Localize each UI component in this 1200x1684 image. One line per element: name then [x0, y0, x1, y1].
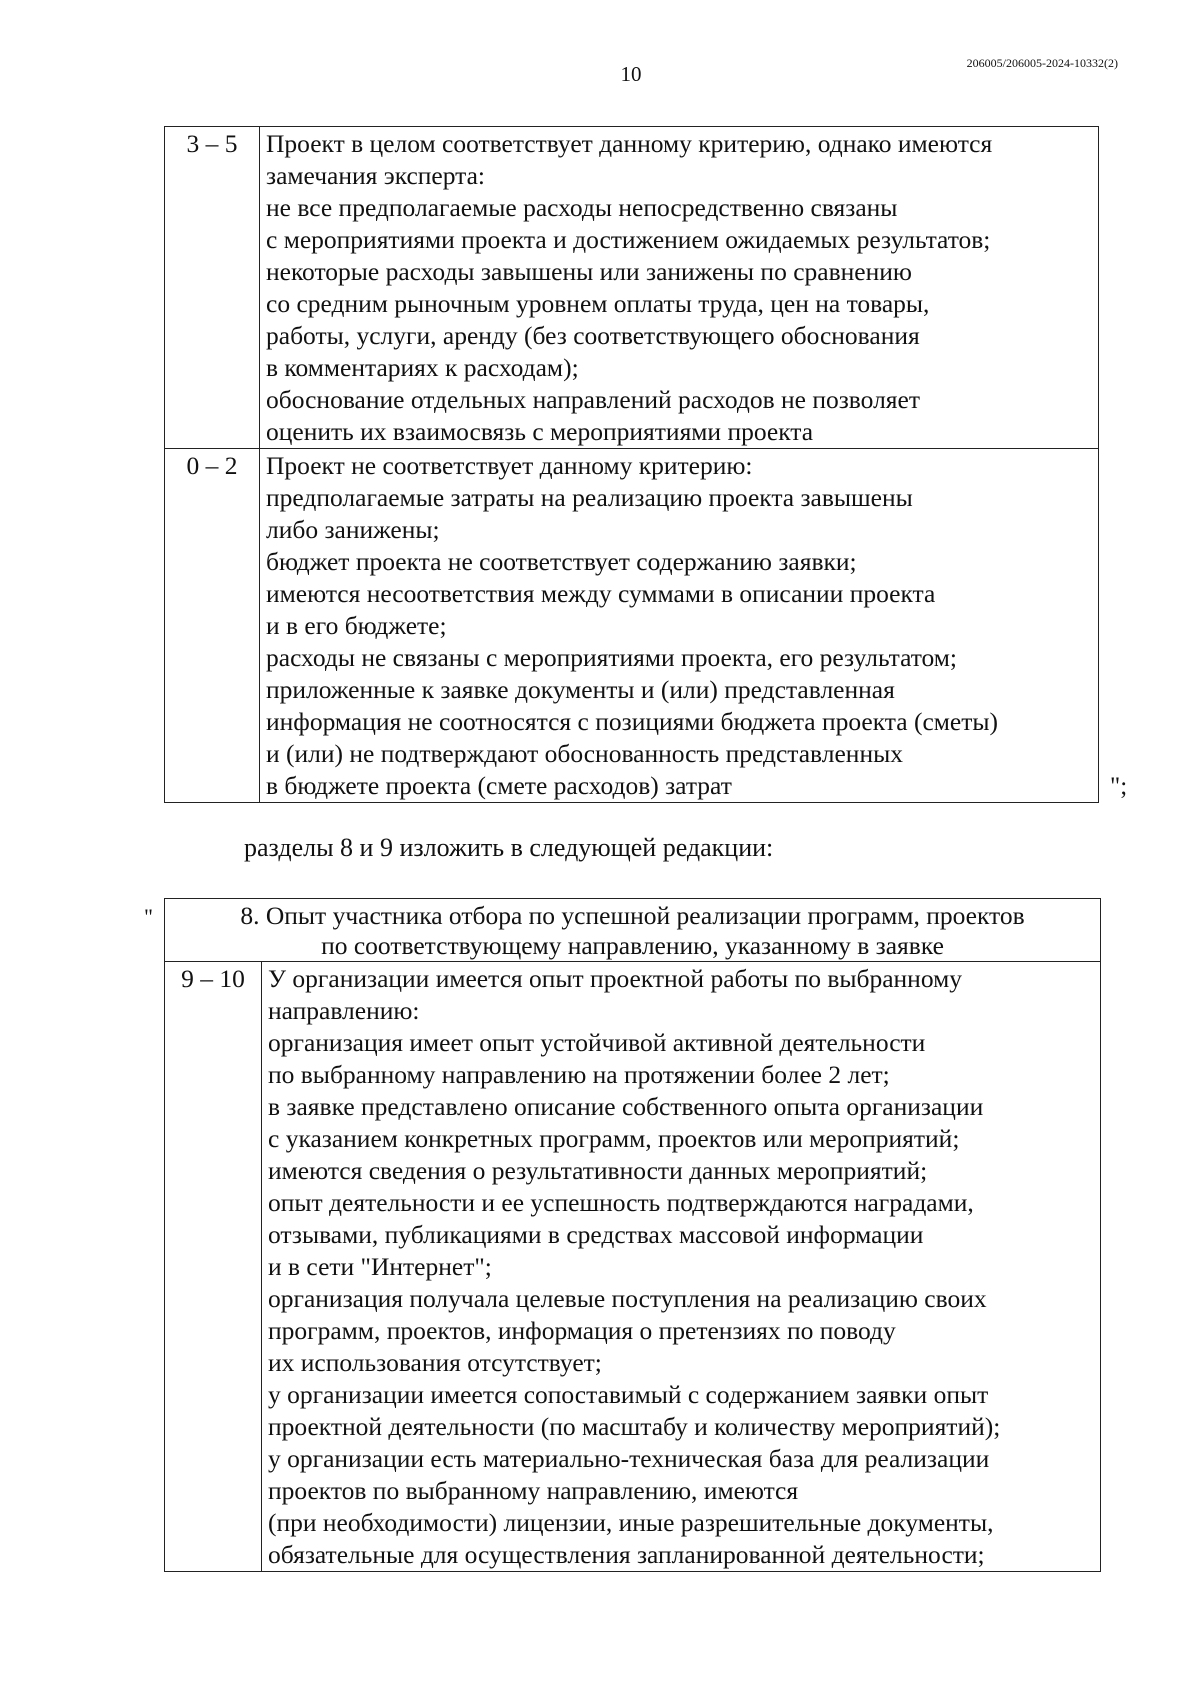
description-line: некоторые расходы завышены или занижены по сравнению [266, 257, 912, 286]
description-line: направлению: [268, 996, 420, 1025]
description-line: обоснование отдельных направлений расходов не позволяет [266, 385, 920, 414]
score-cell: 9 – 10 [165, 962, 262, 1572]
description-line: их использования отсутствует; [268, 1348, 602, 1377]
description-line: обязательные для осуществления запланированной деятельности; [268, 1540, 985, 1569]
description-line: у организации имеется сопоставимый с содержанием заявки опыт [268, 1380, 989, 1409]
description-line: проектов по выбранному направлению, имеются [268, 1476, 799, 1505]
description-line: и в сети "Интернет"; [268, 1252, 492, 1281]
description-line: со средним рыночным уровнем оплаты труда, цен на товары, [266, 289, 930, 318]
description-line: с мероприятиями проекта и достижением ожидаемых результатов; [266, 225, 991, 254]
description-line: приложенные к заявке документы и (или) представленная [266, 675, 895, 704]
description-cell [260, 449, 1099, 803]
description-line: и (или) не подтверждают обоснованность представленных [266, 739, 903, 768]
opening-quote: " [144, 904, 153, 929]
section-header-line: по соответствующему направлению, указанному в заявке [321, 931, 944, 960]
description-line: в комментариях к расходам); [266, 353, 579, 382]
description-line: Проект в целом соответствует данному критерию, однако имеются [266, 129, 993, 158]
description-line: Проект не соответствует данному критерию: [266, 451, 753, 480]
description-line: опыт деятельности и ее успешность подтверждаются наградами, [268, 1188, 974, 1217]
table-row [165, 127, 1099, 449]
description-line: У организации имеется опыт проектной работы по выбранному [268, 964, 962, 993]
amendment-instruction: разделы 8 и 9 изложить в следующей редакции: [244, 833, 774, 862]
description-line: не все предполагаемые расходы непосредственно связаны [266, 193, 898, 222]
document-id: 206005/206005-2024-10332(2) [966, 56, 1118, 70]
description-line: имеются несоответствия между суммами в описании проекта [266, 579, 936, 608]
description-line: с указанием конкретных программ, проектов или мероприятий; [268, 1124, 960, 1153]
description-line: имеются сведения о результативности данных мероприятий; [268, 1156, 928, 1185]
description-line: по выбранному направлению на протяжении более 2 лет; [268, 1060, 890, 1089]
closing-quote: "; [1110, 773, 1128, 800]
score-cell: 0 – 2 [165, 449, 260, 803]
description-line: отзывами, публикациями в средствах массовой информации [268, 1220, 924, 1249]
description-line: оценить их взаимосвязь с мероприятиями проекта [266, 417, 814, 446]
description-line: информация не соотносятся с позициями бюджета проекта (сметы) [266, 707, 998, 736]
description-line: либо занижены; [266, 515, 440, 544]
section-header-line: 8. Опыт участника отбора по успешной реализации программ, проектов [240, 901, 1025, 930]
description-line: в заявке представлено описание собственного опыта организации [268, 1092, 984, 1121]
page-number: 10 [620, 62, 642, 86]
description-cell [260, 127, 1099, 449]
description-line: расходы не связаны с мероприятиями проекта, его результатом; [266, 643, 958, 672]
score-cell: 3 – 5 [165, 127, 260, 449]
section-header-row [165, 899, 1101, 962]
description-line: замечания эксперта: [266, 161, 486, 190]
description-line: организация получала целевые поступления на реализацию своих [268, 1284, 987, 1313]
description-line: (при необходимости) лицензии, иные разрешительные документы, [268, 1508, 994, 1537]
description-line: работы, услуги, аренду (без соответствующего обоснования [266, 321, 920, 350]
description-line: у организации есть материально-техническая база для реализации [268, 1444, 990, 1473]
section-header [165, 899, 1101, 962]
description-line: программ, проектов, информация о претензиях по поводу [268, 1316, 896, 1345]
description-line: бюджет проекта не соответствует содержанию заявки; [266, 547, 857, 576]
table-row [165, 449, 1099, 803]
criteria-table-bottom [164, 898, 1101, 1572]
description-line: предполагаемые затраты на реализацию проекта завышены [266, 483, 913, 512]
description-line: и в его бюджете; [266, 611, 447, 640]
description-line: организация имеет опыт устойчивой активной деятельности [268, 1028, 926, 1057]
description-cell [262, 962, 1101, 1572]
table-row [165, 962, 1101, 1572]
description-line: проектной деятельности (по масштабу и количеству мероприятий); [268, 1412, 1001, 1441]
criteria-table-top [164, 126, 1099, 803]
description-line: в бюджете проекта (смете расходов) затрат [266, 771, 732, 800]
